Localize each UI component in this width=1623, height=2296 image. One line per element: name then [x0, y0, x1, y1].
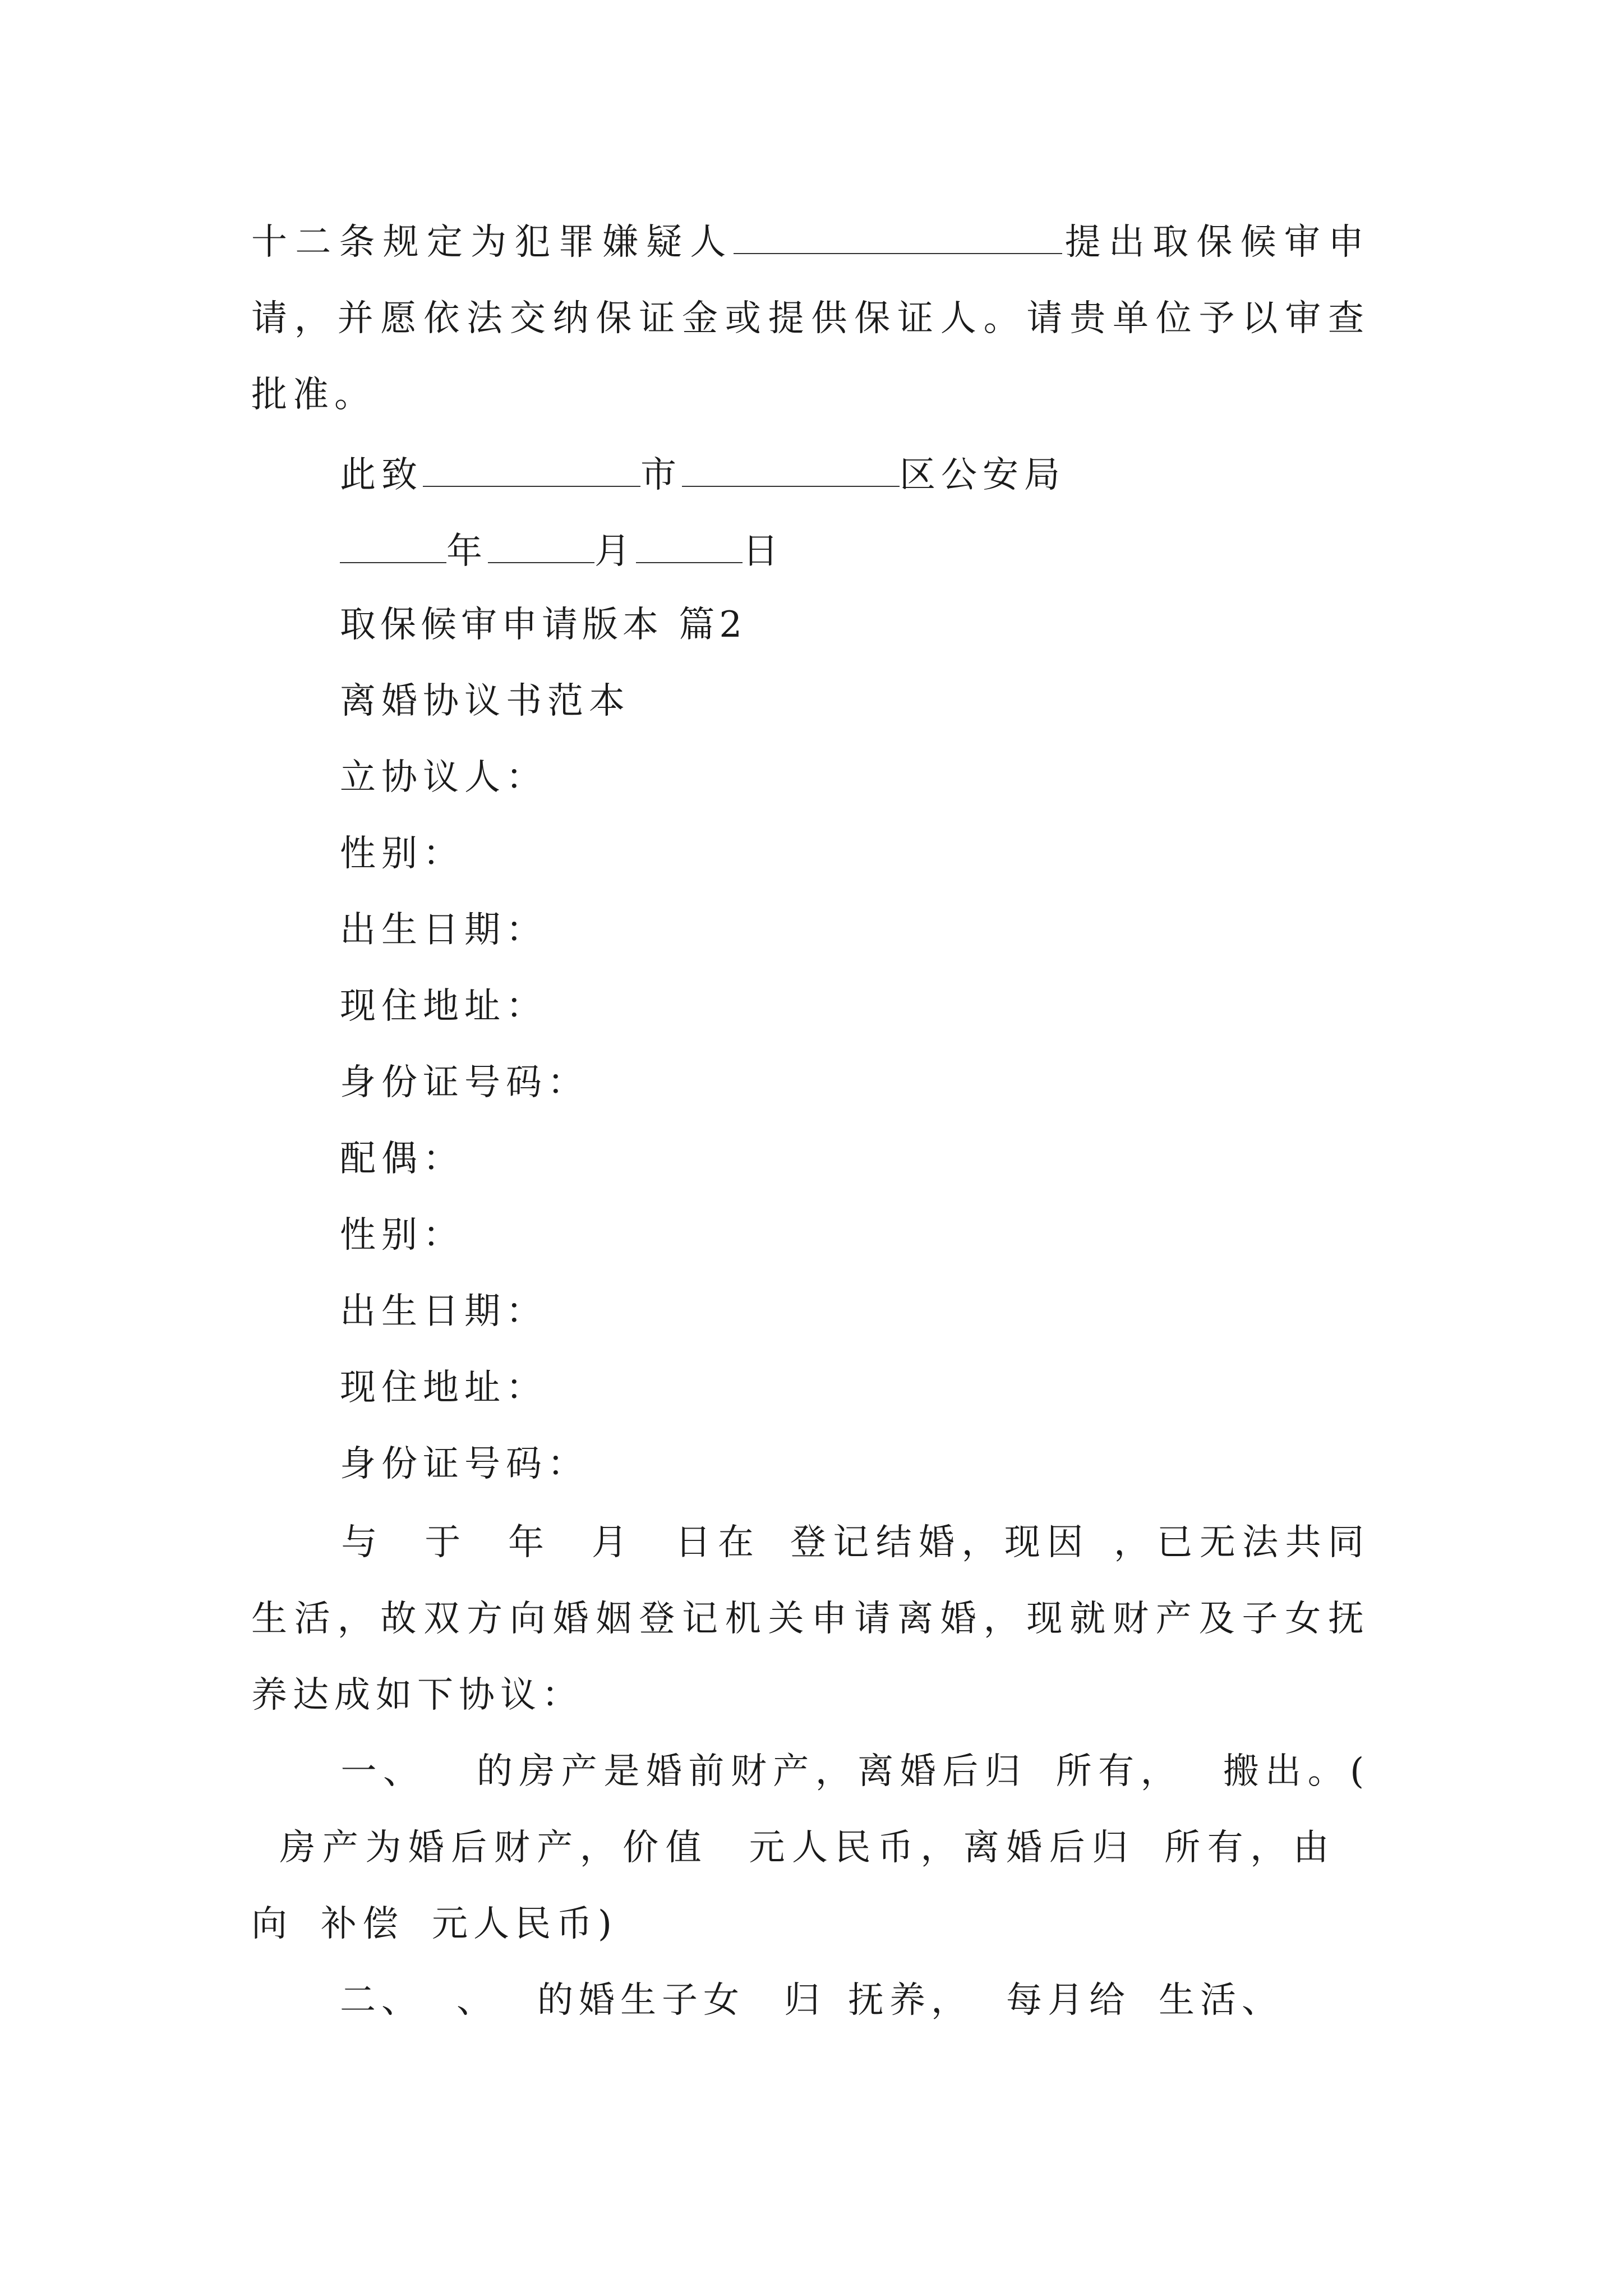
party-field: 出生日期：	[340, 1291, 547, 1332]
clause-2-word: 每月给	[1006, 1980, 1131, 2021]
city-blank[interactable]	[423, 454, 640, 487]
clause-2-word: 归	[784, 1980, 826, 2021]
clause-1-word: 所有，	[1055, 1751, 1183, 1792]
party-field: 立协议人：	[340, 757, 547, 798]
clause-2-word: 二、	[340, 1980, 423, 2021]
clause-1-word: 搬出。(	[1222, 1751, 1370, 1792]
application-text-suffix: 提出取保候审申请，并愿依法交纳保证金或提供保证人。请贵单位予以审查批准。	[251, 222, 1370, 416]
date-line	[340, 531, 784, 572]
day-blank[interactable]	[636, 531, 743, 563]
suspect-name-blank[interactable]	[734, 222, 1062, 254]
date-month: 月	[594, 531, 636, 572]
mp-word: 与	[340, 1522, 384, 1563]
mp-word: ，已无法共同生活，故双方向婚姻登记机关申请离婚，现就财产及子女抚养达成如下协议：	[251, 1522, 1370, 1716]
application-text-prefix: 十二条规定为犯罪嫌疑人	[251, 222, 734, 263]
mp-word: 登记结婚，现因	[789, 1522, 1090, 1563]
marriage-paragraph	[251, 1504, 1370, 1733]
mp-word: 于	[423, 1522, 468, 1563]
party-field: 性别：	[340, 833, 464, 875]
section-heading: 取保候审申请版本 篇2	[340, 604, 747, 646]
doc-title: 离婚协议书范本	[340, 680, 630, 722]
salutation-city: 市	[640, 454, 682, 496]
mp-word: 日在	[674, 1522, 761, 1563]
clause-1-word: 补偿	[321, 1903, 404, 1945]
party-field: 身份证号码：	[340, 1062, 589, 1103]
clause-1-word: 向	[251, 1903, 293, 1945]
party-field: 性别：	[340, 1214, 464, 1256]
application-paragraph	[251, 204, 1370, 433]
party-field: 现住地址：	[340, 1367, 547, 1409]
date-year: 年	[446, 531, 488, 572]
clause-1-word: 元人民币)	[432, 1903, 617, 1945]
party-field: 配偶：	[340, 1138, 464, 1180]
month-blank[interactable]	[488, 531, 594, 563]
clause-2-word: 抚养，	[848, 1980, 972, 2021]
date-day: 日	[743, 531, 784, 572]
clause-1-word: 房产为婚后财产，价值	[278, 1827, 709, 1869]
party-field: 现住地址：	[340, 986, 547, 1027]
party-field: 出生日期：	[340, 909, 547, 951]
salutation-line	[340, 454, 1066, 496]
salutation-prefix: 此致	[340, 454, 423, 496]
clause-property	[251, 1733, 1370, 1962]
clause-2-word: 的婚生子女	[537, 1980, 745, 2021]
party-field: 身份证号码：	[340, 1443, 589, 1485]
clause-2-word: 、	[457, 1980, 498, 2021]
clause-1-word: 所有，由	[1163, 1827, 1336, 1869]
clause-1-word: 的房产是婚前财产，离婚后归	[476, 1751, 1027, 1792]
district-blank[interactable]	[682, 454, 900, 487]
clause-1-word: 一、	[340, 1751, 426, 1792]
clause-1-word: 元人民币，离婚后归	[748, 1827, 1135, 1869]
mp-word: 月	[590, 1522, 635, 1563]
clause-children	[251, 1962, 1370, 2039]
clause-2-word: 生活、	[1159, 1980, 1283, 2021]
mp-word: 年	[506, 1522, 551, 1563]
year-blank[interactable]	[340, 531, 446, 563]
salutation-district: 区公安局	[900, 454, 1066, 496]
